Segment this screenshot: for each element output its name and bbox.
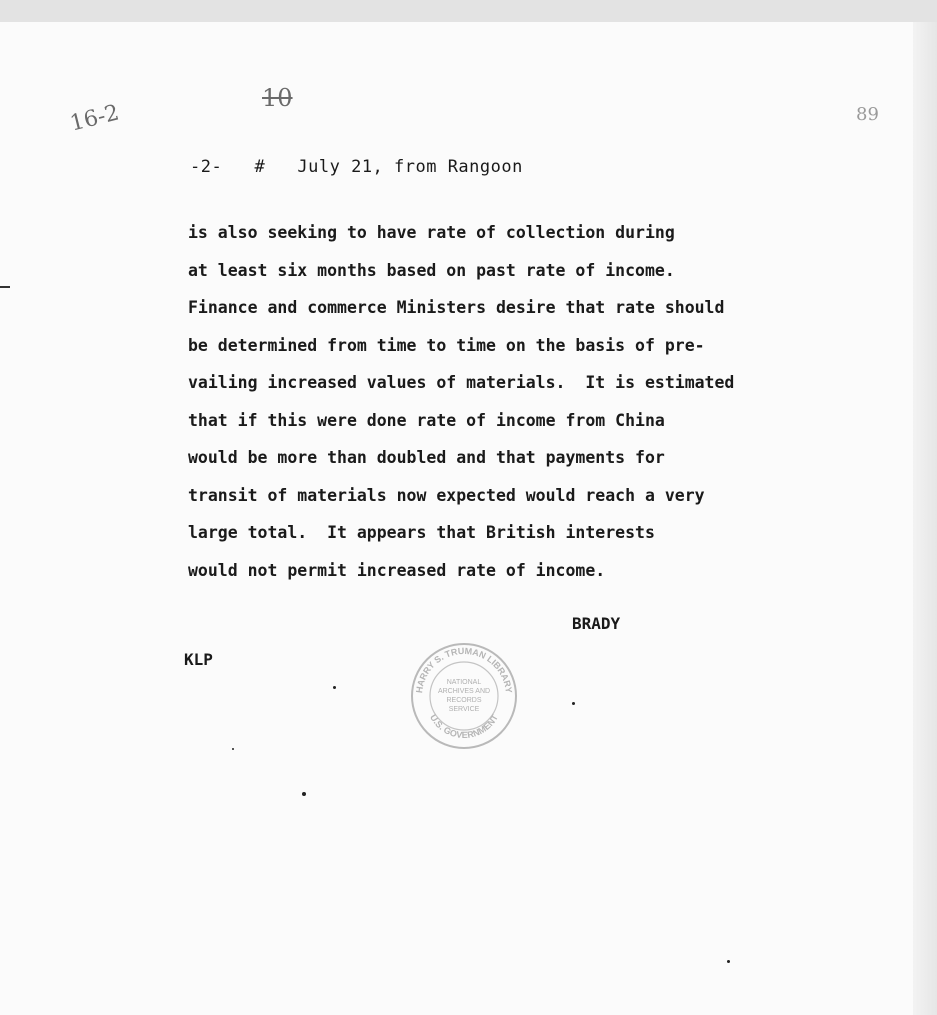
stamp-inner-text: NATIONAL ARCHIVES AND RECORDS SERVICE: [437, 679, 491, 713]
scan-speck: [232, 748, 234, 750]
handwritten-page-number: 89: [856, 104, 879, 125]
body-line: vailing increased values of materials. It is estimated: [188, 373, 735, 392]
body-line: that if this were done rate of income from China: [188, 410, 665, 430]
handwritten-top-note: 10: [262, 84, 293, 112]
body-line: Finance and commerce Ministers desire that rate should: [188, 298, 725, 317]
scan-speck: [333, 686, 336, 689]
margin-mark: [0, 286, 10, 288]
body-line: large total. It appears that British interests: [188, 523, 655, 542]
date-origin: July 21, from Rangoon: [297, 157, 523, 177]
body-line: be determined from time to time on the basis of pre-: [188, 335, 705, 355]
body-line: transit of materials now expected would reach a very: [188, 485, 705, 505]
body-line: would not permit increased rate of income.: [188, 560, 606, 580]
body-line: is also seeking to have rate of collection during: [188, 223, 675, 242]
telegram-header: [190, 157, 523, 177]
typist-initials: KLP: [184, 650, 213, 669]
hash-mark: #: [254, 157, 266, 177]
scan-top-edge: [0, 0, 937, 22]
scan-right-edge: [913, 22, 937, 1015]
archive-stamp: [408, 640, 520, 752]
stamp-outer-text: HARRY S. TRUMAN LIBRARY: [414, 645, 514, 694]
scan-speck: [302, 792, 306, 796]
scan-speck: [727, 960, 730, 963]
scan-speck: [572, 702, 575, 705]
body-line: at least six months based on past rate of income.: [188, 260, 675, 280]
page-number: -2-: [190, 157, 223, 177]
signature: BRADY: [572, 614, 621, 633]
telegram-body: [188, 214, 828, 589]
stamp-bottom-text: U.S. GOVERNMENT: [428, 712, 500, 741]
handwritten-left-note: 16-2: [67, 100, 122, 137]
body-line: would be more than doubled and that payments for: [188, 448, 665, 467]
